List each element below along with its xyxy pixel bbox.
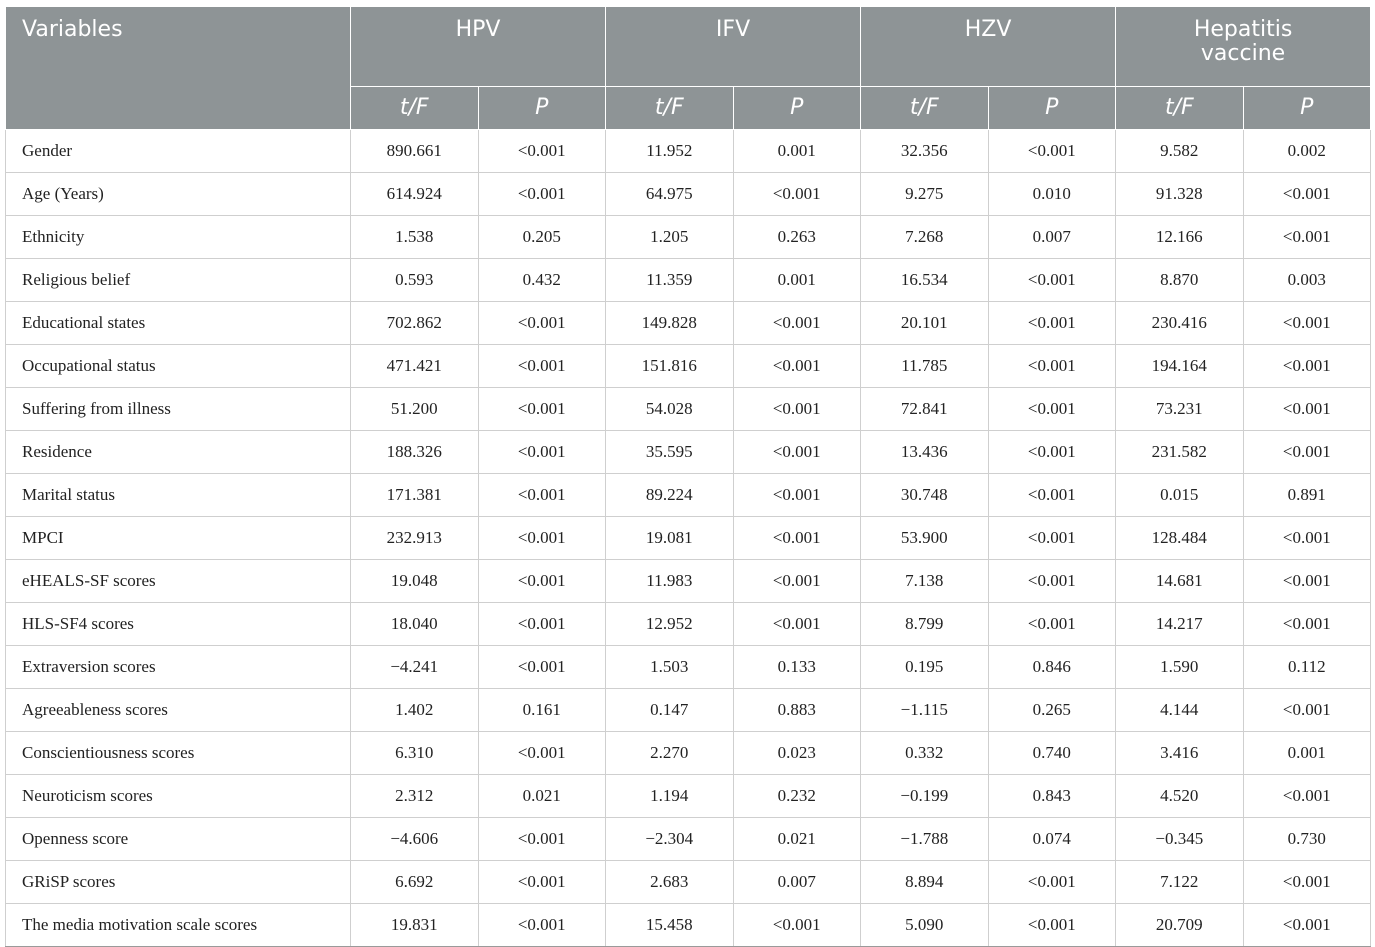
cell-tf-value: 2.683 — [606, 861, 734, 904]
cell-tf-value: 91.328 — [1116, 173, 1244, 216]
table-row — [6, 388, 1371, 431]
row-label: Gender — [6, 130, 351, 173]
cell-p-value: <0.001 — [988, 130, 1116, 173]
cell-p-value: <0.001 — [478, 517, 606, 560]
cell-tf-value: 230.416 — [1116, 302, 1244, 345]
table-row — [6, 302, 1371, 345]
cell-p-value: <0.001 — [478, 818, 606, 861]
cell-p-value: <0.001 — [988, 904, 1116, 947]
cell-tf-value: 1.402 — [351, 689, 479, 732]
cell-tf-value: 35.595 — [606, 431, 734, 474]
cell-tf-value: −0.199 — [861, 775, 989, 818]
table-row — [6, 216, 1371, 259]
cell-p-value: <0.001 — [988, 302, 1116, 345]
cell-tf-value: 11.785 — [861, 345, 989, 388]
cell-p-value: <0.001 — [988, 259, 1116, 302]
cell-tf-value: −1.788 — [861, 818, 989, 861]
cell-p-value: 0.112 — [1243, 646, 1371, 689]
cell-p-value: <0.001 — [1243, 560, 1371, 603]
cell-tf-value: 2.270 — [606, 732, 734, 775]
cell-p-value: 0.883 — [733, 689, 861, 732]
results-table — [5, 6, 1371, 947]
table-row — [6, 474, 1371, 517]
cell-tf-value: 12.166 — [1116, 216, 1244, 259]
header-group-hepatitis-vaccine — [1116, 7, 1371, 87]
cell-p-value: 0.001 — [733, 259, 861, 302]
cell-p-value: <0.001 — [478, 904, 606, 947]
table-header — [6, 7, 1371, 130]
cell-p-value: <0.001 — [1243, 173, 1371, 216]
cell-p-value: <0.001 — [1243, 431, 1371, 474]
cell-p-value: <0.001 — [478, 431, 606, 474]
row-label: Suffering from illness — [6, 388, 351, 431]
table-row — [6, 130, 1371, 173]
cell-p-value: <0.001 — [733, 904, 861, 947]
cell-tf-value: 0.332 — [861, 732, 989, 775]
cell-tf-value: 8.894 — [861, 861, 989, 904]
cell-p-value: <0.001 — [478, 173, 606, 216]
cell-p-value: <0.001 — [988, 431, 1116, 474]
header-group-ifv: IFV — [606, 7, 861, 87]
table-body — [6, 130, 1371, 947]
cell-p-value: 0.002 — [1243, 130, 1371, 173]
row-label: Openness score — [6, 818, 351, 861]
table-row — [6, 603, 1371, 646]
cell-tf-value: 7.268 — [861, 216, 989, 259]
table-row — [6, 173, 1371, 216]
cell-tf-value: 19.831 — [351, 904, 479, 947]
cell-tf-value: 702.862 — [351, 302, 479, 345]
table-row — [6, 345, 1371, 388]
cell-tf-value: 19.048 — [351, 560, 479, 603]
cell-tf-value: −2.304 — [606, 818, 734, 861]
cell-p-value: <0.001 — [478, 474, 606, 517]
cell-p-value: <0.001 — [478, 388, 606, 431]
row-label: Conscientiousness scores — [6, 732, 351, 775]
cell-tf-value: 1.538 — [351, 216, 479, 259]
cell-tf-value: 8.799 — [861, 603, 989, 646]
cell-tf-value: 1.205 — [606, 216, 734, 259]
cell-p-value: <0.001 — [1243, 689, 1371, 732]
cell-p-value: 0.010 — [988, 173, 1116, 216]
cell-tf-value: 89.224 — [606, 474, 734, 517]
cell-p-value: <0.001 — [1243, 775, 1371, 818]
cell-tf-value: 2.312 — [351, 775, 479, 818]
table-row — [6, 689, 1371, 732]
cell-tf-value: 13.436 — [861, 431, 989, 474]
cell-tf-value: 614.924 — [351, 173, 479, 216]
cell-p-value: 0.023 — [733, 732, 861, 775]
cell-p-value: 0.161 — [478, 689, 606, 732]
header-group-hepatitis-vaccine-label: Hepatitis vaccine — [1193, 17, 1293, 66]
cell-tf-value: 7.138 — [861, 560, 989, 603]
header-group-hzv: HZV — [861, 7, 1116, 87]
cell-tf-value: 0.195 — [861, 646, 989, 689]
cell-p-value: <0.001 — [478, 560, 606, 603]
row-label: Educational states — [6, 302, 351, 345]
cell-p-value: <0.001 — [1243, 904, 1371, 947]
cell-p-value: <0.001 — [478, 130, 606, 173]
row-label: eHEALS-SF scores — [6, 560, 351, 603]
cell-tf-value: −4.606 — [351, 818, 479, 861]
row-label: HLS-SF4 scores — [6, 603, 351, 646]
cell-tf-value: 9.582 — [1116, 130, 1244, 173]
cell-tf-value: −4.241 — [351, 646, 479, 689]
cell-tf-value: 0.015 — [1116, 474, 1244, 517]
row-label: The media motivation scale scores — [6, 904, 351, 947]
cell-tf-value: 9.275 — [861, 173, 989, 216]
cell-p-value: <0.001 — [733, 517, 861, 560]
cell-tf-value: 11.359 — [606, 259, 734, 302]
header-group-hpv: HPV — [351, 7, 606, 87]
cell-tf-value: 6.310 — [351, 732, 479, 775]
cell-p-value: 0.265 — [988, 689, 1116, 732]
cell-tf-value: −0.345 — [1116, 818, 1244, 861]
table-row — [6, 431, 1371, 474]
row-label: Agreeableness scores — [6, 689, 351, 732]
results-table-container — [5, 6, 1371, 947]
row-label: Occupational status — [6, 345, 351, 388]
table-row — [6, 259, 1371, 302]
cell-p-value: <0.001 — [478, 861, 606, 904]
cell-p-value: <0.001 — [988, 861, 1116, 904]
cell-tf-value: 12.952 — [606, 603, 734, 646]
row-label: Ethnicity — [6, 216, 351, 259]
cell-tf-value: 54.028 — [606, 388, 734, 431]
cell-tf-value: 15.458 — [606, 904, 734, 947]
cell-tf-value: 232.913 — [351, 517, 479, 560]
cell-p-value: <0.001 — [478, 603, 606, 646]
cell-tf-value: 6.692 — [351, 861, 479, 904]
table-row — [6, 732, 1371, 775]
cell-p-value: <0.001 — [733, 560, 861, 603]
cell-p-value: <0.001 — [988, 517, 1116, 560]
cell-p-value: <0.001 — [733, 388, 861, 431]
cell-tf-value: 11.952 — [606, 130, 734, 173]
cell-p-value: 0.891 — [1243, 474, 1371, 517]
cell-tf-value: 14.217 — [1116, 603, 1244, 646]
cell-tf-value: 1.503 — [606, 646, 734, 689]
cell-tf-value: 188.326 — [351, 431, 479, 474]
cell-p-value: <0.001 — [1243, 216, 1371, 259]
cell-tf-value: 0.147 — [606, 689, 734, 732]
cell-tf-value: 30.748 — [861, 474, 989, 517]
table-row — [6, 517, 1371, 560]
header-variables: Variables — [6, 7, 351, 130]
cell-p-value: <0.001 — [478, 302, 606, 345]
cell-p-value: <0.001 — [1243, 302, 1371, 345]
cell-tf-value: 149.828 — [606, 302, 734, 345]
cell-tf-value: 53.900 — [861, 517, 989, 560]
cell-p-value: 0.843 — [988, 775, 1116, 818]
cell-tf-value: 4.520 — [1116, 775, 1244, 818]
cell-tf-value: 11.983 — [606, 560, 734, 603]
cell-p-value: 0.001 — [1243, 732, 1371, 775]
cell-tf-value: 20.101 — [861, 302, 989, 345]
cell-tf-value: 7.122 — [1116, 861, 1244, 904]
row-label: Religious belief — [6, 259, 351, 302]
cell-p-value: <0.001 — [478, 345, 606, 388]
cell-p-value: 0.001 — [733, 130, 861, 173]
cell-p-value: 0.021 — [478, 775, 606, 818]
cell-p-value: 0.007 — [988, 216, 1116, 259]
cell-p-value: <0.001 — [733, 431, 861, 474]
cell-p-value: <0.001 — [988, 345, 1116, 388]
cell-tf-value: 128.484 — [1116, 517, 1244, 560]
cell-tf-value: 19.081 — [606, 517, 734, 560]
table-row — [6, 818, 1371, 861]
cell-p-value: <0.001 — [1243, 388, 1371, 431]
table-row — [6, 861, 1371, 904]
cell-p-value: <0.001 — [733, 302, 861, 345]
subheader-p: P — [1243, 87, 1371, 130]
cell-p-value: <0.001 — [733, 345, 861, 388]
cell-p-value: 0.007 — [733, 861, 861, 904]
table-row — [6, 904, 1371, 947]
cell-tf-value: −1.115 — [861, 689, 989, 732]
cell-tf-value: 16.534 — [861, 259, 989, 302]
cell-p-value: <0.001 — [478, 646, 606, 689]
cell-tf-value: 18.040 — [351, 603, 479, 646]
table-row — [6, 775, 1371, 818]
cell-p-value: <0.001 — [733, 474, 861, 517]
cell-tf-value: 32.356 — [861, 130, 989, 173]
cell-p-value: <0.001 — [988, 388, 1116, 431]
cell-p-value: <0.001 — [1243, 345, 1371, 388]
cell-p-value: <0.001 — [1243, 517, 1371, 560]
cell-p-value: 0.263 — [733, 216, 861, 259]
subheader-p: P — [733, 87, 861, 130]
row-label: Age (Years) — [6, 173, 351, 216]
cell-p-value: 0.232 — [733, 775, 861, 818]
cell-p-value: 0.133 — [733, 646, 861, 689]
cell-tf-value: 20.709 — [1116, 904, 1244, 947]
cell-p-value: <0.001 — [478, 732, 606, 775]
cell-p-value: <0.001 — [988, 603, 1116, 646]
cell-tf-value: 64.975 — [606, 173, 734, 216]
row-label: Neuroticism scores — [6, 775, 351, 818]
cell-p-value: 0.021 — [733, 818, 861, 861]
cell-p-value: <0.001 — [1243, 603, 1371, 646]
cell-tf-value: 1.194 — [606, 775, 734, 818]
cell-tf-value: 231.582 — [1116, 431, 1244, 474]
cell-tf-value: 51.200 — [351, 388, 479, 431]
subheader-tf: t/F — [351, 87, 479, 130]
row-label: MPCI — [6, 517, 351, 560]
cell-p-value: 0.432 — [478, 259, 606, 302]
cell-p-value: 0.846 — [988, 646, 1116, 689]
cell-tf-value: 5.090 — [861, 904, 989, 947]
cell-tf-value: 4.144 — [1116, 689, 1244, 732]
cell-tf-value: 171.381 — [351, 474, 479, 517]
cell-tf-value: 1.590 — [1116, 646, 1244, 689]
cell-tf-value: 0.593 — [351, 259, 479, 302]
row-label: Residence — [6, 431, 351, 474]
subheader-p: P — [988, 87, 1116, 130]
cell-p-value: 0.003 — [1243, 259, 1371, 302]
subheader-tf: t/F — [1116, 87, 1244, 130]
cell-p-value: 0.074 — [988, 818, 1116, 861]
cell-p-value: <0.001 — [988, 474, 1116, 517]
cell-p-value: 0.730 — [1243, 818, 1371, 861]
cell-tf-value: 151.816 — [606, 345, 734, 388]
cell-tf-value: 14.681 — [1116, 560, 1244, 603]
row-label: Marital status — [6, 474, 351, 517]
cell-p-value: 0.740 — [988, 732, 1116, 775]
subheader-p: P — [478, 87, 606, 130]
cell-p-value: 0.205 — [478, 216, 606, 259]
row-label: Extraversion scores — [6, 646, 351, 689]
cell-tf-value: 471.421 — [351, 345, 479, 388]
cell-tf-value: 72.841 — [861, 388, 989, 431]
cell-tf-value: 8.870 — [1116, 259, 1244, 302]
cell-p-value: <0.001 — [988, 560, 1116, 603]
table-row — [6, 560, 1371, 603]
cell-p-value: <0.001 — [733, 603, 861, 646]
cell-tf-value: 3.416 — [1116, 732, 1244, 775]
cell-tf-value: 194.164 — [1116, 345, 1244, 388]
table-row — [6, 646, 1371, 689]
subheader-tf: t/F — [861, 87, 989, 130]
cell-p-value: <0.001 — [1243, 861, 1371, 904]
subheader-tf: t/F — [606, 87, 734, 130]
cell-tf-value: 890.661 — [351, 130, 479, 173]
row-label: GRiSP scores — [6, 861, 351, 904]
cell-p-value: <0.001 — [733, 173, 861, 216]
cell-tf-value: 73.231 — [1116, 388, 1244, 431]
